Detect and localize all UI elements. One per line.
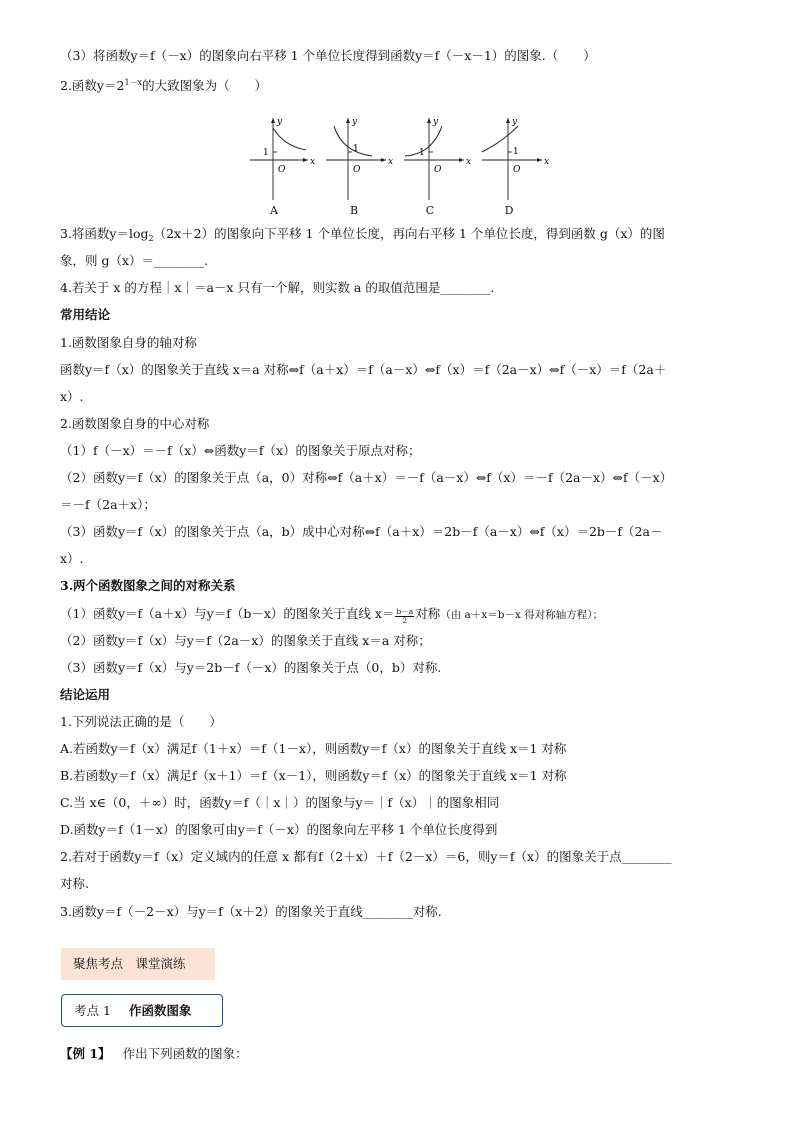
question-2 bbox=[60, 73, 740, 93]
topic-box bbox=[61, 994, 223, 1027]
graph-options bbox=[60, 100, 740, 222]
tick-label-one: 1 bbox=[419, 148, 425, 159]
option-label: A bbox=[270, 204, 278, 218]
origin-label: O bbox=[513, 165, 521, 176]
question-3-line-1 bbox=[60, 224, 740, 244]
banner-text: 聚焦考点 课堂演练 bbox=[73, 956, 186, 971]
conclusion-2-item-3-line-1: （3）函数y＝f（x）的图象关于点（a，b）成中心对称⇔f（a＋x）＝2b－f（a－x）⇔f（x）＝2b－f（2a－ bbox=[60, 524, 663, 540]
axis-label-y: y bbox=[512, 117, 518, 128]
conclusion-3-item-3: （3）函数y＝f（x）与y＝2b－f（－x）的图象关于点（0，b）对称. bbox=[60, 659, 442, 675]
q3-text-b: （2x＋2）的图象向下平移 1 个单位长度，再向右平移 1 个单位长度，得到函数 g（x）的图 bbox=[153, 226, 665, 242]
section-banner bbox=[61, 948, 215, 980]
example-tag: 【例 1】 bbox=[60, 1046, 111, 1061]
option-label: B bbox=[349, 204, 359, 218]
apply-option-a: A.若函数y＝f（x）满足f（1＋x）＝f（1－x），则函数y＝f（x）的图象关于直线 x＝1 对称 bbox=[60, 740, 567, 756]
option-label: D bbox=[504, 204, 514, 218]
origin-label: O bbox=[278, 165, 286, 176]
axis-label-x: x bbox=[388, 157, 394, 168]
axis-label-y: y bbox=[433, 117, 439, 128]
tick-label-one: 1 bbox=[353, 144, 359, 155]
apply-question-1: 1.下列说法正确的是（ ） bbox=[60, 713, 222, 729]
log-base: 2 bbox=[148, 234, 154, 244]
example-text: 作出下列函数的图象： bbox=[122, 1046, 248, 1061]
page-content bbox=[60, 46, 740, 929]
axis-label-y: y bbox=[352, 117, 358, 128]
topic-title: 作函数图象 bbox=[128, 1003, 192, 1018]
fraction-numerator: b－a bbox=[396, 606, 414, 616]
conclusion-1-title: 1.函数图象自身的轴对称 bbox=[60, 334, 197, 350]
conclusion-1-line-1: 函数y＝f（x）的图象关于直线 x＝a 对称⇔f（a＋x）＝f（a－x）⇔f（x）＝f（2a－x）⇔f（－x）＝f（2a＋ bbox=[60, 361, 667, 377]
conclusion-2-item-2-line-2: ＝－f（2a＋x）； bbox=[60, 497, 156, 513]
option-label: C bbox=[425, 204, 435, 218]
q2-exponent: 1－x bbox=[124, 78, 143, 88]
q3-statement: （3）将函数y＝f（－x）的图象向右平移 1 个单位长度得到函数y＝f（－x－1）的图象.（ ） bbox=[60, 48, 596, 63]
q2-suffix: 的大致图象为（ ） bbox=[142, 78, 268, 94]
apply-question-3: 3.函数y＝f（－2－x）与y＝f（x＋2）的图象关于直线________对称. bbox=[60, 903, 442, 919]
section-common-conclusions: 常用结论 bbox=[60, 307, 111, 323]
c3-1-text: （1）函数y＝f（a＋x）与y＝f（b－x）的图象关于直线 x＝ bbox=[60, 605, 395, 621]
fraction-denominator: 2 bbox=[402, 615, 408, 625]
tick-label-one: 1 bbox=[513, 147, 519, 158]
c3-1-text-post: 对称 bbox=[415, 605, 441, 621]
question-4: 4.若关于 x 的方程｜x｜＝a－x 只有一个解，则实数 a 的取值范围是________. bbox=[60, 280, 495, 296]
section-apply: 结论运用 bbox=[60, 686, 111, 702]
conclusion-3-item-1 bbox=[60, 604, 740, 624]
graph-d bbox=[480, 100, 620, 204]
question-3-line-2: 象，则 g（x）＝________. bbox=[60, 253, 208, 269]
apply-question-2-line-2: 对称. bbox=[60, 876, 89, 892]
origin-label: O bbox=[353, 165, 361, 176]
tick-label-one: 1 bbox=[263, 148, 269, 159]
apply-option-d: D.函数y＝f（1－x）的图象可由y＝f（－x）的图象向左平移 1 个单位长度得到 bbox=[60, 822, 498, 838]
origin-label: O bbox=[434, 165, 442, 176]
fraction bbox=[395, 608, 414, 625]
conclusion-2-item-2-line-1: （2）函数y＝f（x）的图象关于点（a，0）对称⇔f（a＋x）＝－f（a－x）⇔f（x）＝－f（2a－x）⇔f（－x） bbox=[60, 470, 673, 486]
conclusion-2-title: 2.函数图象自身的中心对称 bbox=[60, 415, 210, 431]
topic-label: 考点 1 bbox=[74, 1003, 111, 1018]
axis-label-x: x bbox=[544, 157, 550, 168]
conclusion-2-item-3-line-2: x）. bbox=[60, 551, 84, 567]
axis-label-x: x bbox=[310, 157, 316, 168]
q3-text-a: 3.将函数y＝log bbox=[60, 226, 149, 242]
conclusion-3-title: 3.两个函数图象之间的对称关系 bbox=[60, 578, 236, 594]
conclusion-2-item-1: （1）f（－x）＝－f（x）⇔函数y＝f（x）的图象关于原点对称； bbox=[60, 442, 421, 458]
graph-option-d bbox=[480, 100, 620, 222]
axis-label-y: y bbox=[277, 117, 283, 128]
conclusion-1-line-2: x）. bbox=[60, 388, 84, 404]
apply-option-c: C.当 x∈（0，＋∞）时，函数y＝f（｜x｜）的图象与y＝｜f（x）｜的图象相同 bbox=[60, 795, 500, 811]
c3-1-note: （由 a＋x＝b－x 得对称轴方程）； bbox=[440, 608, 603, 621]
axis-label-x: x bbox=[466, 157, 472, 168]
conclusion-3-item-2: （2）函数y＝f（x）与y＝f（2a－x）的图象关于直线 x＝a 对称； bbox=[60, 632, 431, 648]
q2-prefix: 2.函数y＝2 bbox=[60, 78, 125, 94]
example-1 bbox=[60, 1044, 248, 1062]
apply-option-b: B.若函数y＝f（x）满足f（x＋1）＝f（x－1），则函数y＝f（x）的图象关于直线 x＝1 对称 bbox=[60, 768, 567, 784]
apply-question-2-line-1: 2.若对于函数y＝f（x）定义域内的任意 x 都有f（2＋x）＋f（2－x）＝6，则y＝f（x）的图象关于点________ bbox=[60, 849, 672, 865]
